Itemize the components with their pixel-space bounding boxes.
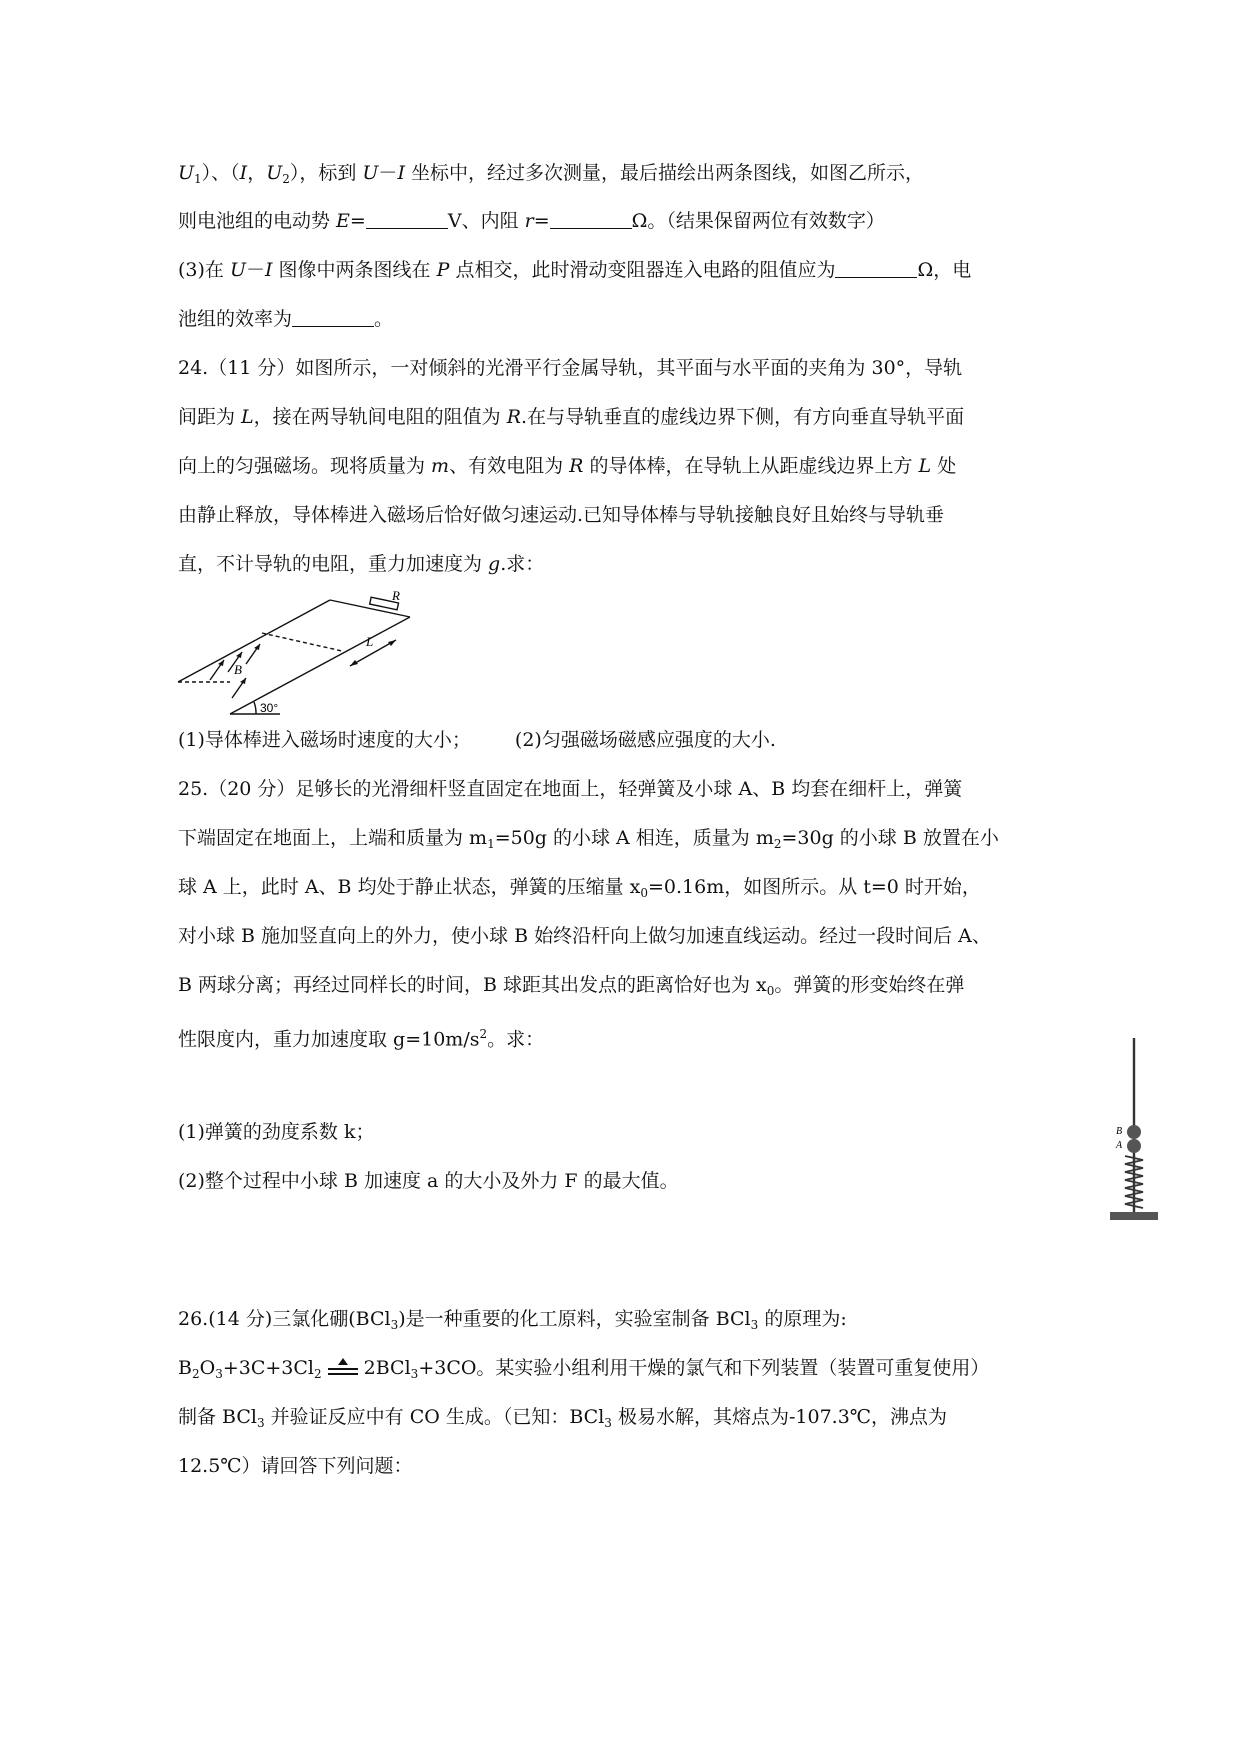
- answer-blank-resistance[interactable]: [550, 210, 632, 229]
- line-01: $U_1$）、（I，$U_2$），标到 U－I 坐标中，经过多次测量，最后描绘出两条图线，如图乙所示，: [178, 162, 924, 186]
- line-17: (1)弹簧的劲度系数 k；: [178, 1121, 375, 1143]
- label-ball-b: B: [1116, 1126, 1123, 1137]
- answer-blank-rheostat[interactable]: [835, 259, 917, 278]
- line-06: 间距为 L，接在两导轨间电阻的阻值为 R.在与导轨垂直的虚线边界下侧，有方向垂直导轨平面: [178, 406, 965, 428]
- label-angle: 30°: [260, 701, 279, 715]
- inclined-rails-figure: [170, 590, 430, 720]
- line-08: 由静止释放，导体棒进入磁场后恰好做匀速运动.已知导体棒与导轨接触良好且始终与导轨垂: [178, 504, 945, 526]
- line-04: 池组的效率为 。: [178, 308, 394, 330]
- heating-equals-sign: [326, 1358, 360, 1376]
- line-07: 向上的匀强磁场。现将质量为 m、有效电阻为 R 的导体棒，在导轨上从距虚线边界上方 L 处: [178, 455, 957, 477]
- label-resistor: R: [392, 590, 400, 603]
- line-14: 对小球 B 施加竖直向上的外力，使小球 B 始终沿杆向上做匀加速直线运动。经过一段时间后 A、: [178, 925, 991, 947]
- answer-blank-emf[interactable]: [366, 210, 448, 229]
- line-11: 25.（20 分）足够长的光滑细杆竖直固定在地面上，轻弹簧及小球 A、B 均套在细杆上，弹簧: [178, 778, 963, 800]
- label-field: B: [234, 662, 242, 677]
- line-03: (3)在 U－I 图像中两条图线在 P 点相交，此时滑动变阻器连入电路的阻值应为 Ω，电: [178, 259, 972, 281]
- line-22: 12.5℃）请回答下列问题：: [178, 1455, 413, 1477]
- line-02: 则电池组的电动势 E= V、内阻 r= Ω。（结果保留两位有效数字）: [178, 210, 885, 232]
- label-ball-a: A: [1116, 1140, 1123, 1151]
- label-distance: L: [366, 634, 374, 649]
- line-16: 性限度内，重力加速度取 $g=10m/s^2$。求：: [178, 1027, 545, 1051]
- line-19: 26.(14 分)三氯化硼(BCl$_3$)是一种重要的化工原料，实验室制备 BCl$_3$ 的原理为:: [178, 1308, 847, 1332]
- line-13: 球 A 上，此时 A、B 均处于静止状态，弹簧的压缩量 $x_0=0.16m$，如图所示。从 t=0 时开始，: [178, 876, 981, 900]
- line-09: 直，不计导轨的电阻，重力加速度为 g.求：: [178, 553, 545, 575]
- line-10: (1)导体棒进入磁场时速度的大小； (2)匀强磁场磁感应强度的大小.: [178, 729, 776, 751]
- line-05: 24.（11 分）如图所示，一对倾斜的光滑平行金属导轨，其平面与水平面的夹角为 30°，导轨: [178, 357, 963, 379]
- line-12: 下端固定在地面上，上端和质量为 $m_1=50g$ 的小球 A 相连，质量为 $m_2=30g$ 的小球 B 放置在小: [178, 827, 999, 851]
- line-18: (2)整个过程中小球 B 加速度 a 的大小及外力 F 的最大值。: [178, 1170, 679, 1192]
- spring-rod-figure: [1110, 1036, 1160, 1222]
- line-21: 制备 BCl$_3$ 并验证反应中有 CO 生成。（已知：BCl$_3$ 极易水解，其熔点为-107.3℃，沸点为: [178, 1406, 948, 1430]
- line-15: B 两球分离；再经过同样长的时间，B 球距其出发点的距离恰好也为 $x_0$。弹簧的形变始终在弹: [178, 974, 965, 998]
- answer-blank-efficiency[interactable]: [292, 308, 374, 327]
- line-20: $B_2O_3+3C+3Cl_2$ 2BCl$_3$+3CO。某实验小组利用干燥的氯气和下列装置（装置可重复使用）: [178, 1357, 990, 1381]
